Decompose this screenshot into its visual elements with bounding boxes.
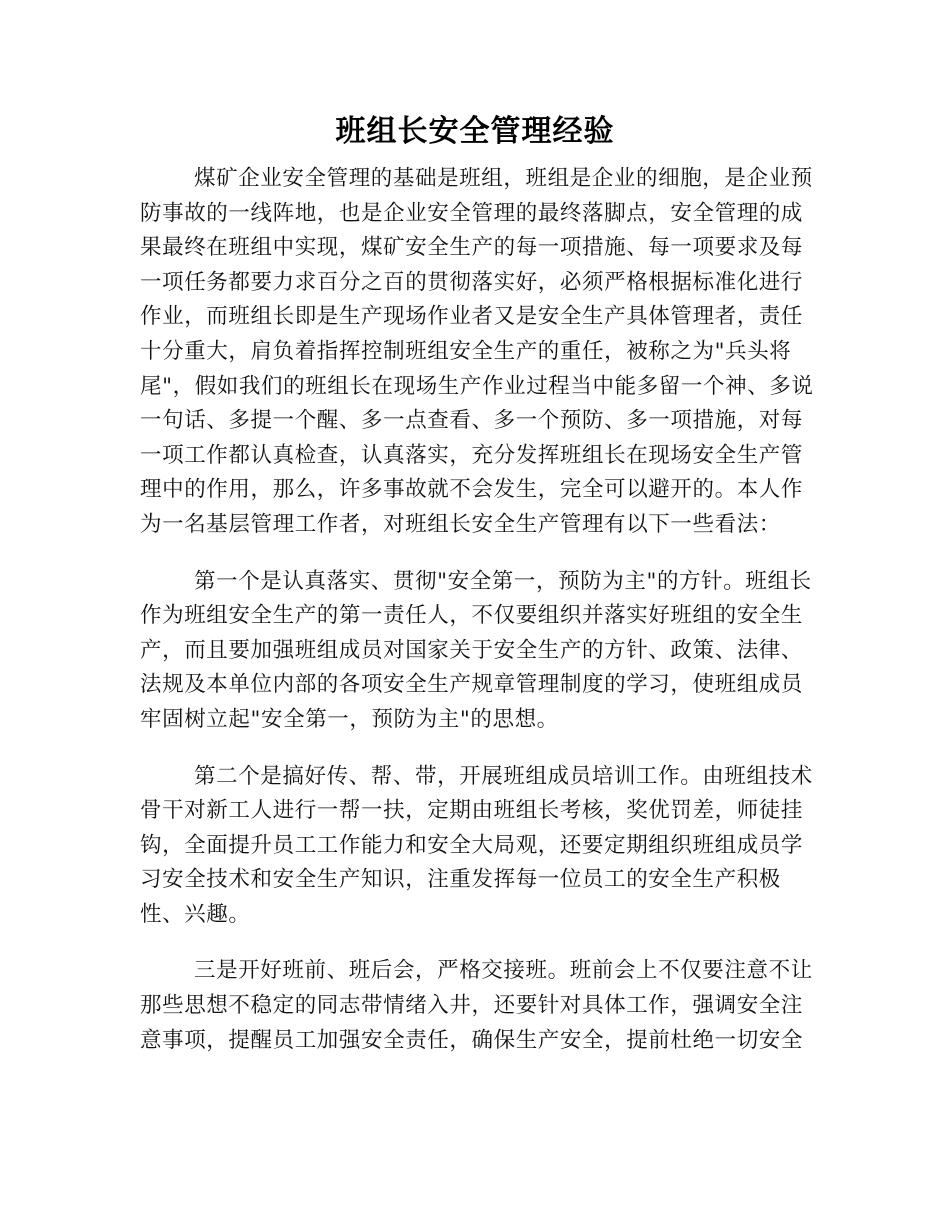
paragraph-2 [140,565,812,738]
paragraph-line: 一句话、多提一个醒、多一点查看、多一个预防、多一项措施，对每 [140,408,804,434]
paragraph-spacer [140,932,802,954]
paragraph-line: 第二个是搞好传、帮、带，开展班组成员培训工作。由班组技术 [194,763,813,789]
paragraph-4 [140,954,813,1058]
paragraph-line: 那些思想不稳定的同志带情绪入井，还要针对具体工作，强调安全注 [140,993,804,1019]
paragraph-line: 为一名基层管理工作者，对班组长安全生产管理有以下一些看法： [140,511,781,537]
paragraph-spacer [140,738,802,760]
paragraph-line: 钩，全面提升员工工作能力和安全大局观，还要定期组织班组成员学 [140,832,804,858]
document-title: 班组长安全管理经验 [335,114,615,149]
paragraph-line: 性、兴趣。 [140,901,251,927]
paragraph-line: 意事项，提醒员工加强安全责任，确保生产安全，提前杜绝一切安全 [140,1027,804,1053]
paragraph-line: 法规及本单位内部的各项安全生产规章管理制度的学习，使班组成员 [140,672,804,698]
paragraph-line: 尾"，假如我们的班组长在现场生产作业过程当中能多留一个神、多说 [140,373,814,399]
paragraph-spacer [140,543,802,565]
paragraph-line: 煤矿企业安全管理的基础是班组，班组是企业的细胞，是企业预 [194,166,813,191]
document-body [140,162,814,1058]
paragraph-3 [140,760,813,933]
paragraph-line: 产，而且要加强班组成员对国家关于安全生产的方针、政策、法律、 [140,637,804,663]
paragraph-line: 一项任务都要力求百分之百的贯彻落实好，必须严格根据标准化进行 [140,269,804,295]
paragraph-line: 防事故的一线阵地，也是企业安全管理的最终落脚点，安全管理的成 [140,200,804,226]
paragraph-line: 牢固树立起"安全第一，预防为主"的思想。 [140,706,559,732]
paragraph-line: 十分重大，肩负着指挥控制班组安全生产的重任，被称之为"兵头将 [140,338,792,364]
paragraph-line: 果最终在班组中实现，煤矿安全生产的每一项措施、每一项要求及每 [140,235,804,261]
paragraph-line: 一项工作都认真检查，认真落实，充分发挥班组长在现场安全生产管 [140,442,804,468]
paragraph-line: 作业，而班组长即是生产现场作业者又是安全生产具体管理者，责任 [140,304,804,330]
paragraph-line: 第一个是认真落实、贯彻"安全第一，预防为主"的方针。班组长 [194,568,812,594]
paragraph-line: 三是开好班前、班后会，严格交接班。班前会上不仅要注意不让 [194,958,813,984]
paragraph-line: 习安全技术和安全生产知识，注重发挥每一位员工的安全生产积极 [140,867,781,893]
paragraph-line: 骨干对新工人进行一帮一扶，定期由班组长考核，奖优罚差，师徒挂 [140,798,804,824]
paragraph-line: 作为班组安全生产的第一责任人，不仅要组织并落实好班组的安全生 [140,603,804,629]
paragraph-line: 理中的作用，那么，许多事故就不会发生，完全可以避开的。本人作 [140,477,804,503]
paragraph-1 [140,162,814,543]
